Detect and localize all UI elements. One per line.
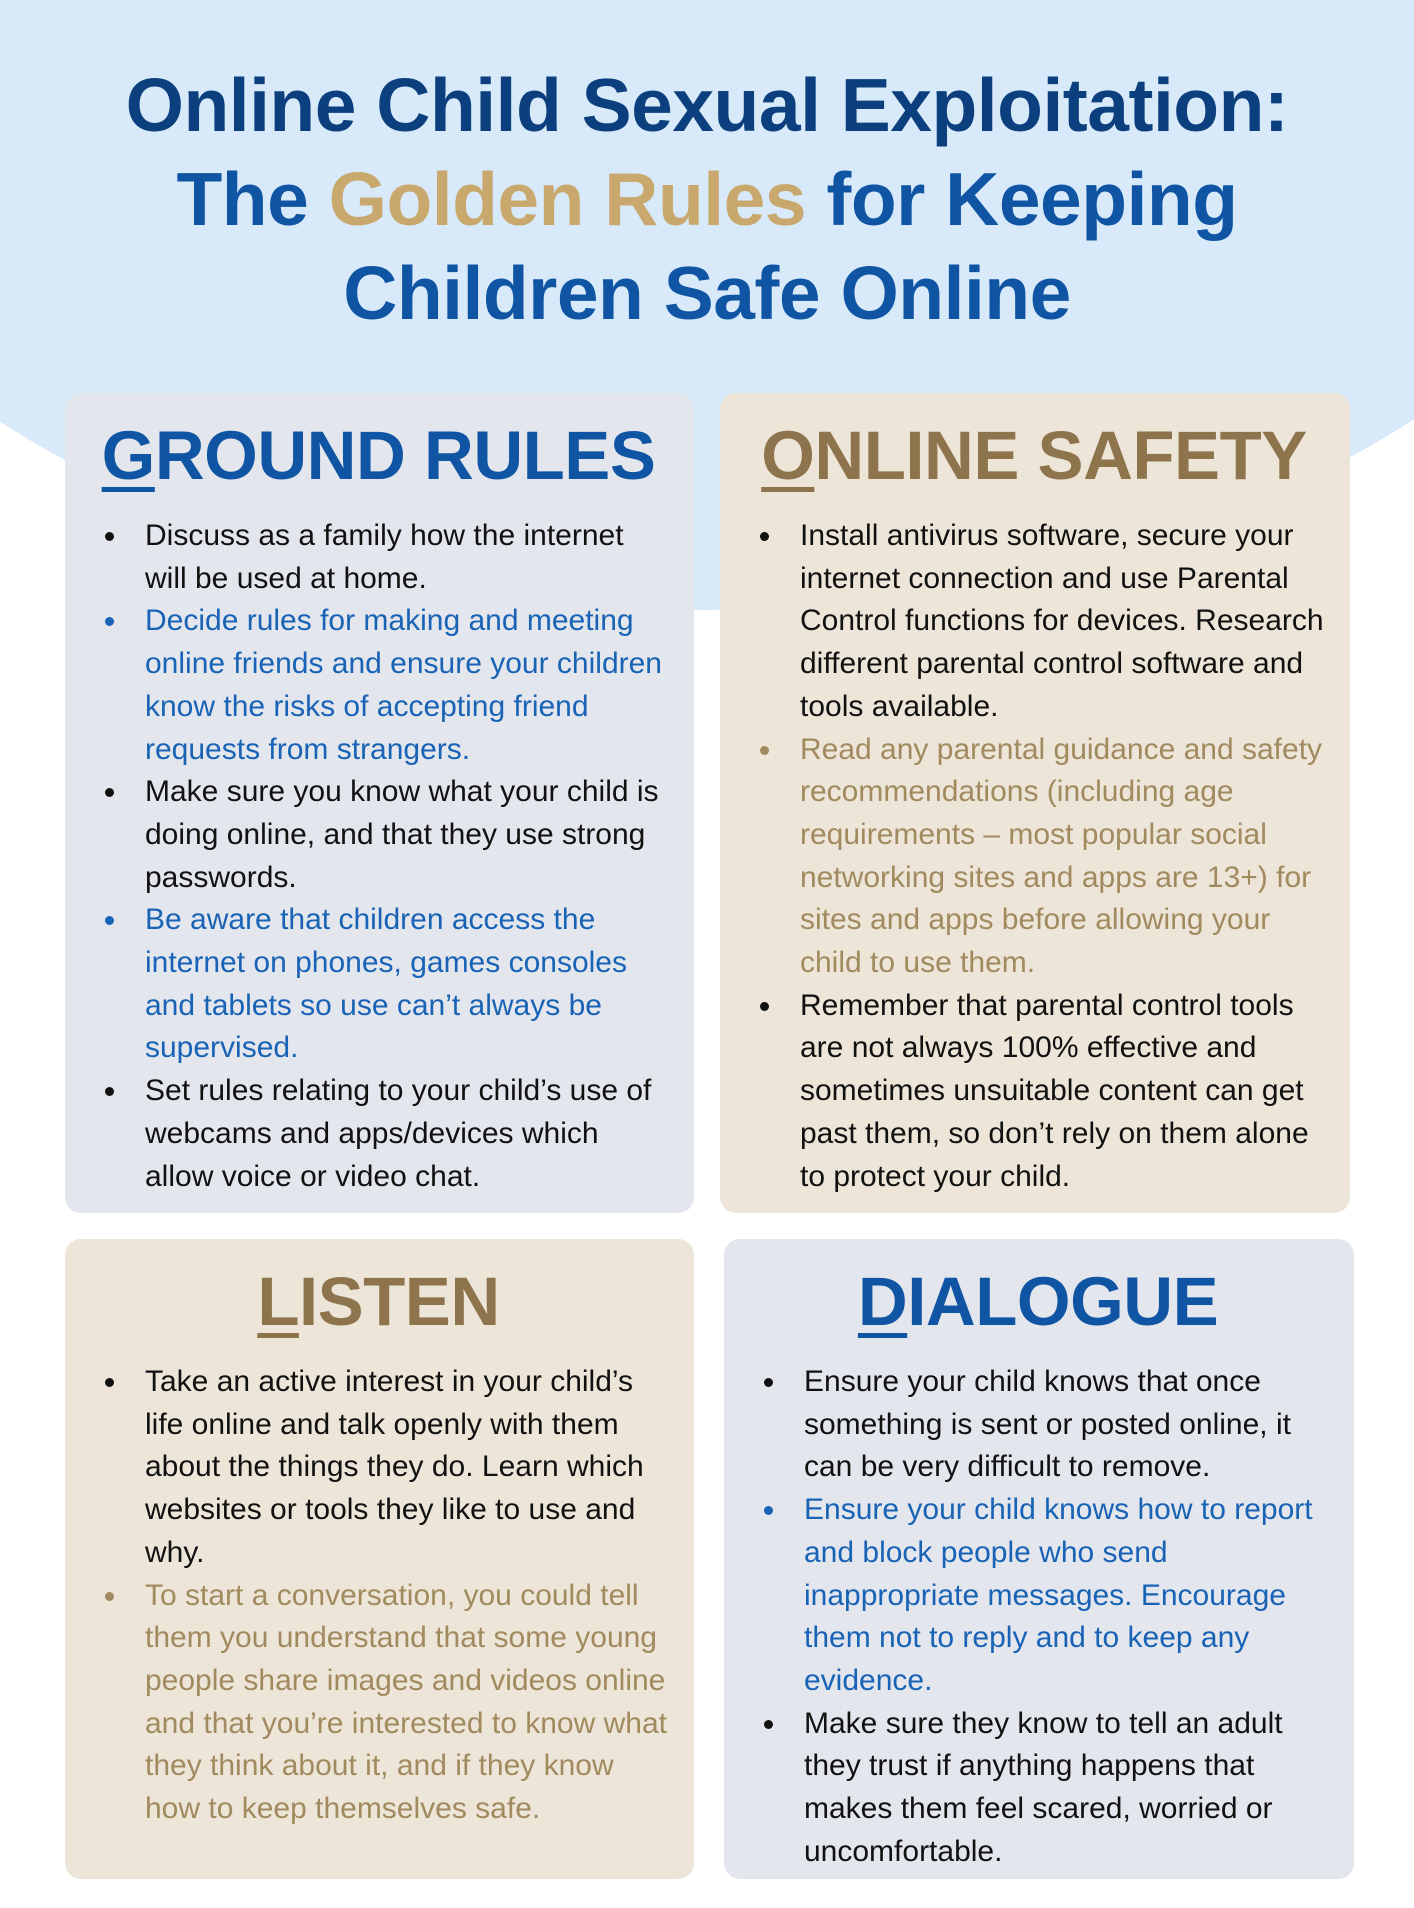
list-item: Ensure your child knows that once something is sent or posted online, it can be very difficult to remove. xyxy=(780,1361,1328,1489)
list-item: Read any parental guidance and safety recommendations (including age requirements – most popular social networking sites and apps are 13+) for sites and apps before allowing your child to use them. xyxy=(776,729,1324,985)
title-line-3: Children Safe Online xyxy=(343,251,1071,335)
heading-initial: O xyxy=(761,417,815,494)
title-line-2 xyxy=(176,157,1237,241)
ground-rules-card xyxy=(65,393,694,1213)
list-item: To start a conversation, you could tell them you understand that some young people share images and videos online and that you’re interested to know what they think about it, and if they know how to keep themselves safe. xyxy=(121,1575,668,1831)
dialogue-heading xyxy=(748,1259,1328,1345)
list-item: Install antivirus software, secure your internet connection and use Parental Control functions for devices. Research different parental control software and tools available. xyxy=(776,515,1324,729)
list-item: Decide rules for making and meeting online friends and ensure your children know the risks of accepting friend requests from strangers. xyxy=(121,600,668,771)
heading-rest: ROUND RULES xyxy=(154,417,656,494)
listen-card xyxy=(65,1239,694,1879)
list-item: Be aware that children access the internet on phones, games consoles and tablets so use can’t always be supervised. xyxy=(121,899,668,1070)
list-item: Discuss as a family how the internet will be used at home. xyxy=(121,515,668,600)
online-safety-card xyxy=(720,393,1350,1213)
list-item: Take an active interest in your child’s life online and talk openly with them about the things they do. Learn which websites or tools they like to use and why. xyxy=(121,1361,668,1575)
heading-initial: G xyxy=(101,417,155,494)
list-item: Remember that parental control tools are not always 100% effective and sometimes unsuitable content can get past them, so don’t rely on them alone to protect your child. xyxy=(776,985,1324,1199)
title-line-2-start: The xyxy=(176,157,329,241)
listen-heading xyxy=(89,1259,668,1345)
heading-initial: L xyxy=(257,1263,299,1340)
title-line-1: Online Child Sexual Exploitation: xyxy=(125,63,1289,147)
online-safety-list xyxy=(744,515,1324,1198)
listen-list xyxy=(89,1361,668,1831)
page-title xyxy=(0,58,1414,340)
heading-rest: ISTEN xyxy=(298,1263,500,1340)
golden-rules-highlight: Golden Rules xyxy=(328,157,807,241)
heading-rest: NLINE SAFETY xyxy=(814,417,1307,494)
heading-rest: IALOGUE xyxy=(907,1263,1219,1340)
list-item: Set rules relating to your child’s use of webcams and apps/devices which allow voice or video chat. xyxy=(121,1070,668,1198)
ground-rules-list xyxy=(89,515,668,1198)
heading-initial: D xyxy=(857,1263,908,1340)
list-item: Ensure your child knows how to report and block people who send inappropriate messages. Encourage them not to reply and to keep any evidence. xyxy=(780,1489,1328,1703)
title-line-2-end: for Keeping xyxy=(806,157,1238,241)
dialogue-list xyxy=(748,1361,1328,1873)
ground-rules-heading xyxy=(89,413,668,499)
list-item: Make sure you know what your child is doing online, and that they use strong passwords. xyxy=(121,771,668,899)
dialogue-card xyxy=(724,1239,1354,1879)
list-item: Make sure they know to tell an adult they trust if anything happens that makes them feel scared, worried or uncomfortable. xyxy=(780,1703,1328,1874)
online-safety-heading xyxy=(744,413,1324,499)
